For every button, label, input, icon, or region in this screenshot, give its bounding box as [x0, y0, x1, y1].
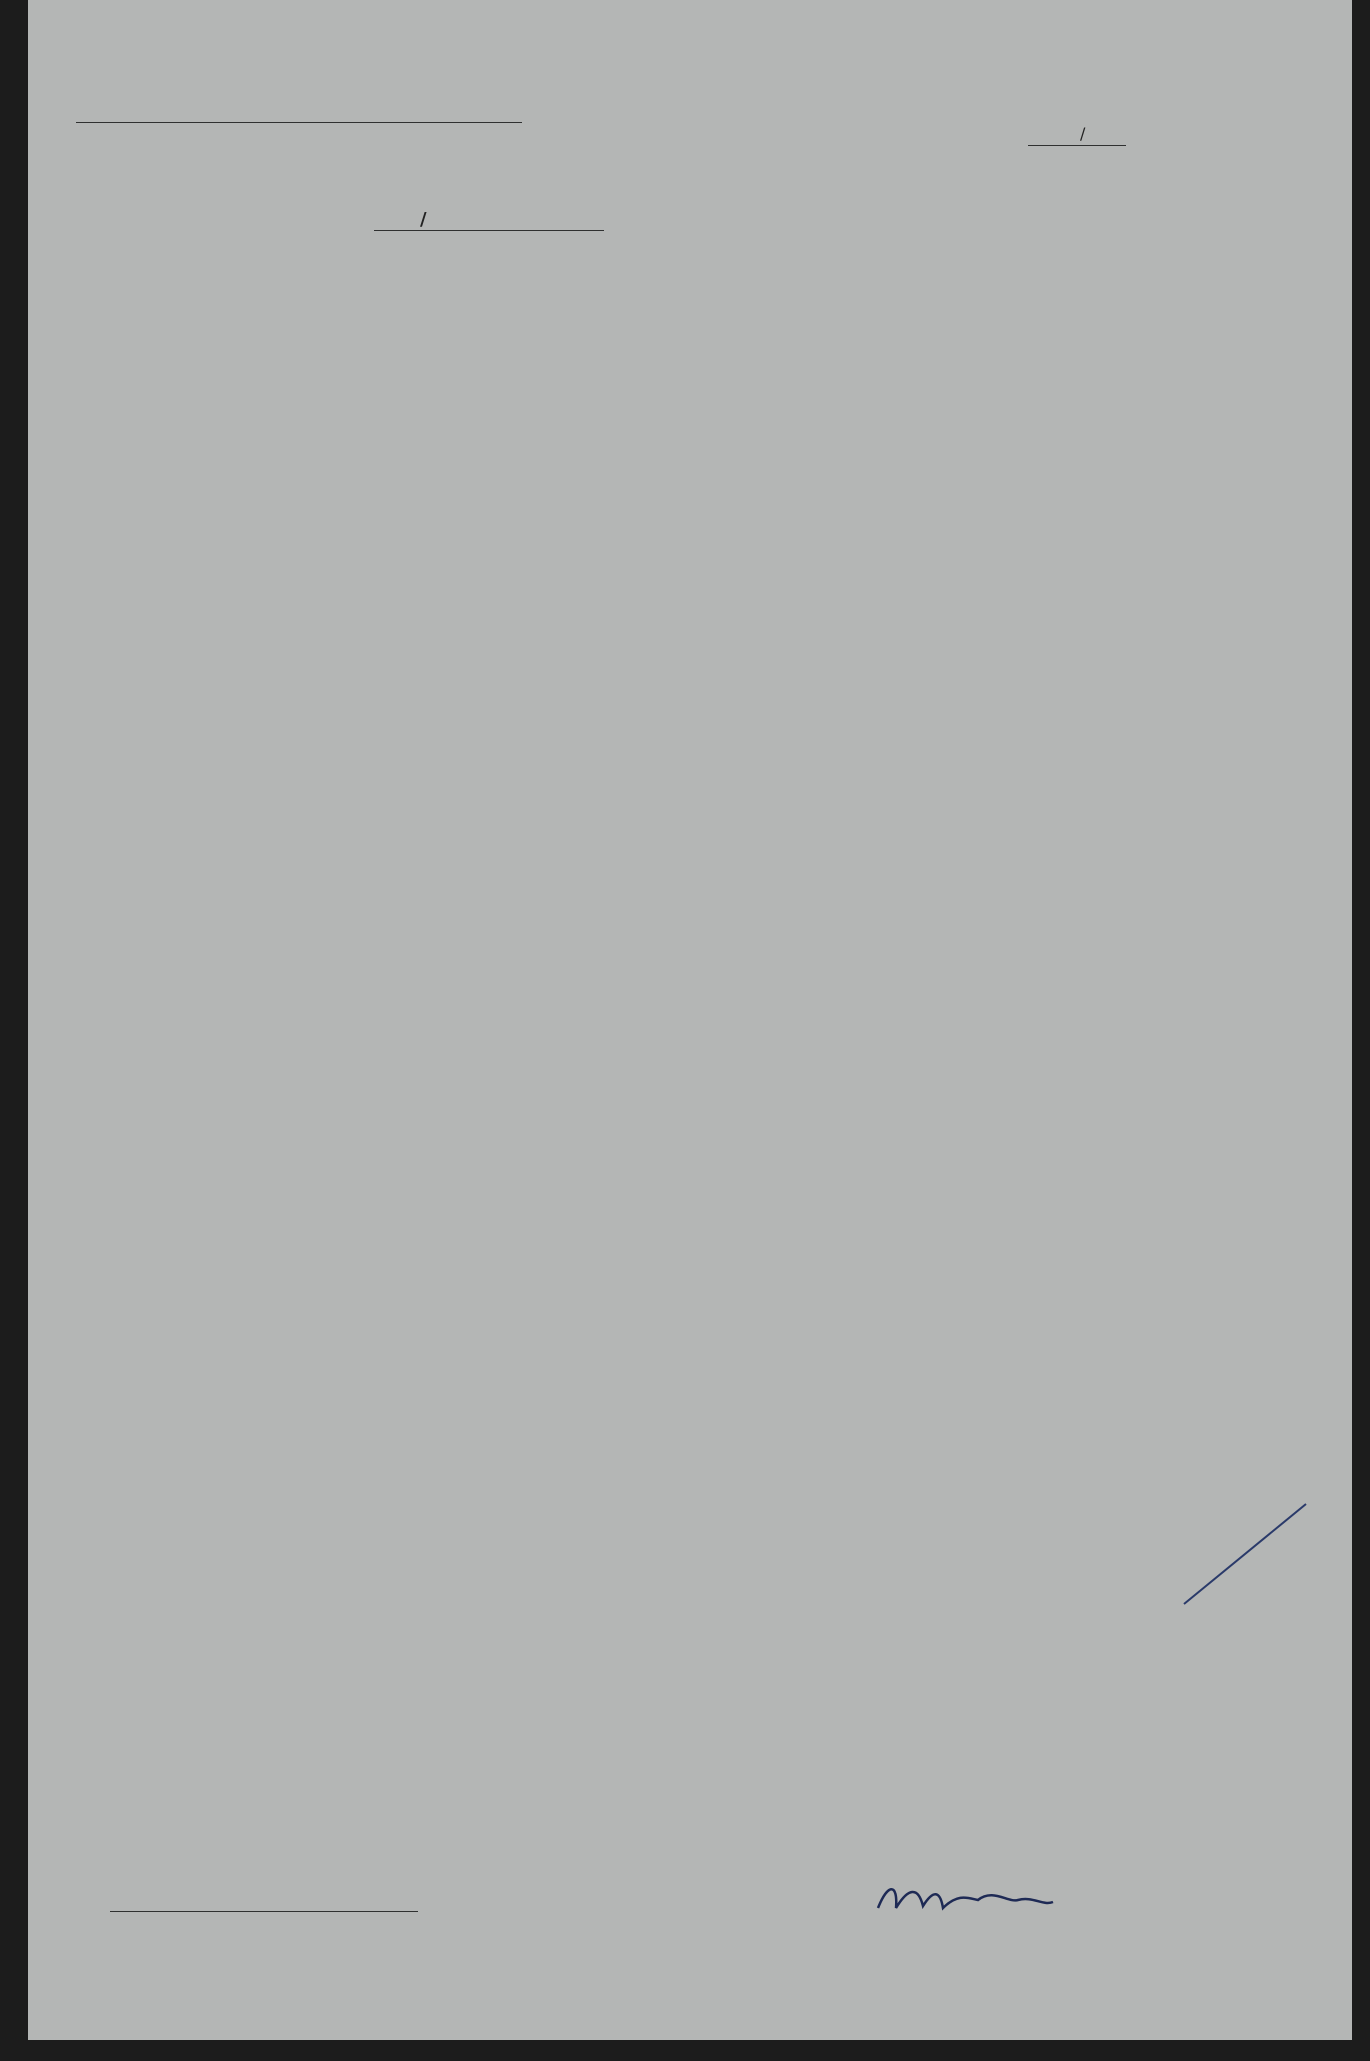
- pencil-stroke: [1178, 1500, 1308, 1610]
- commander-signature: [868, 1878, 1068, 1928]
- part-e-grid: [28, 0, 1352, 1880]
- form-sheet: / /: [28, 0, 1352, 2040]
- despatch-underline: [110, 1911, 418, 1912]
